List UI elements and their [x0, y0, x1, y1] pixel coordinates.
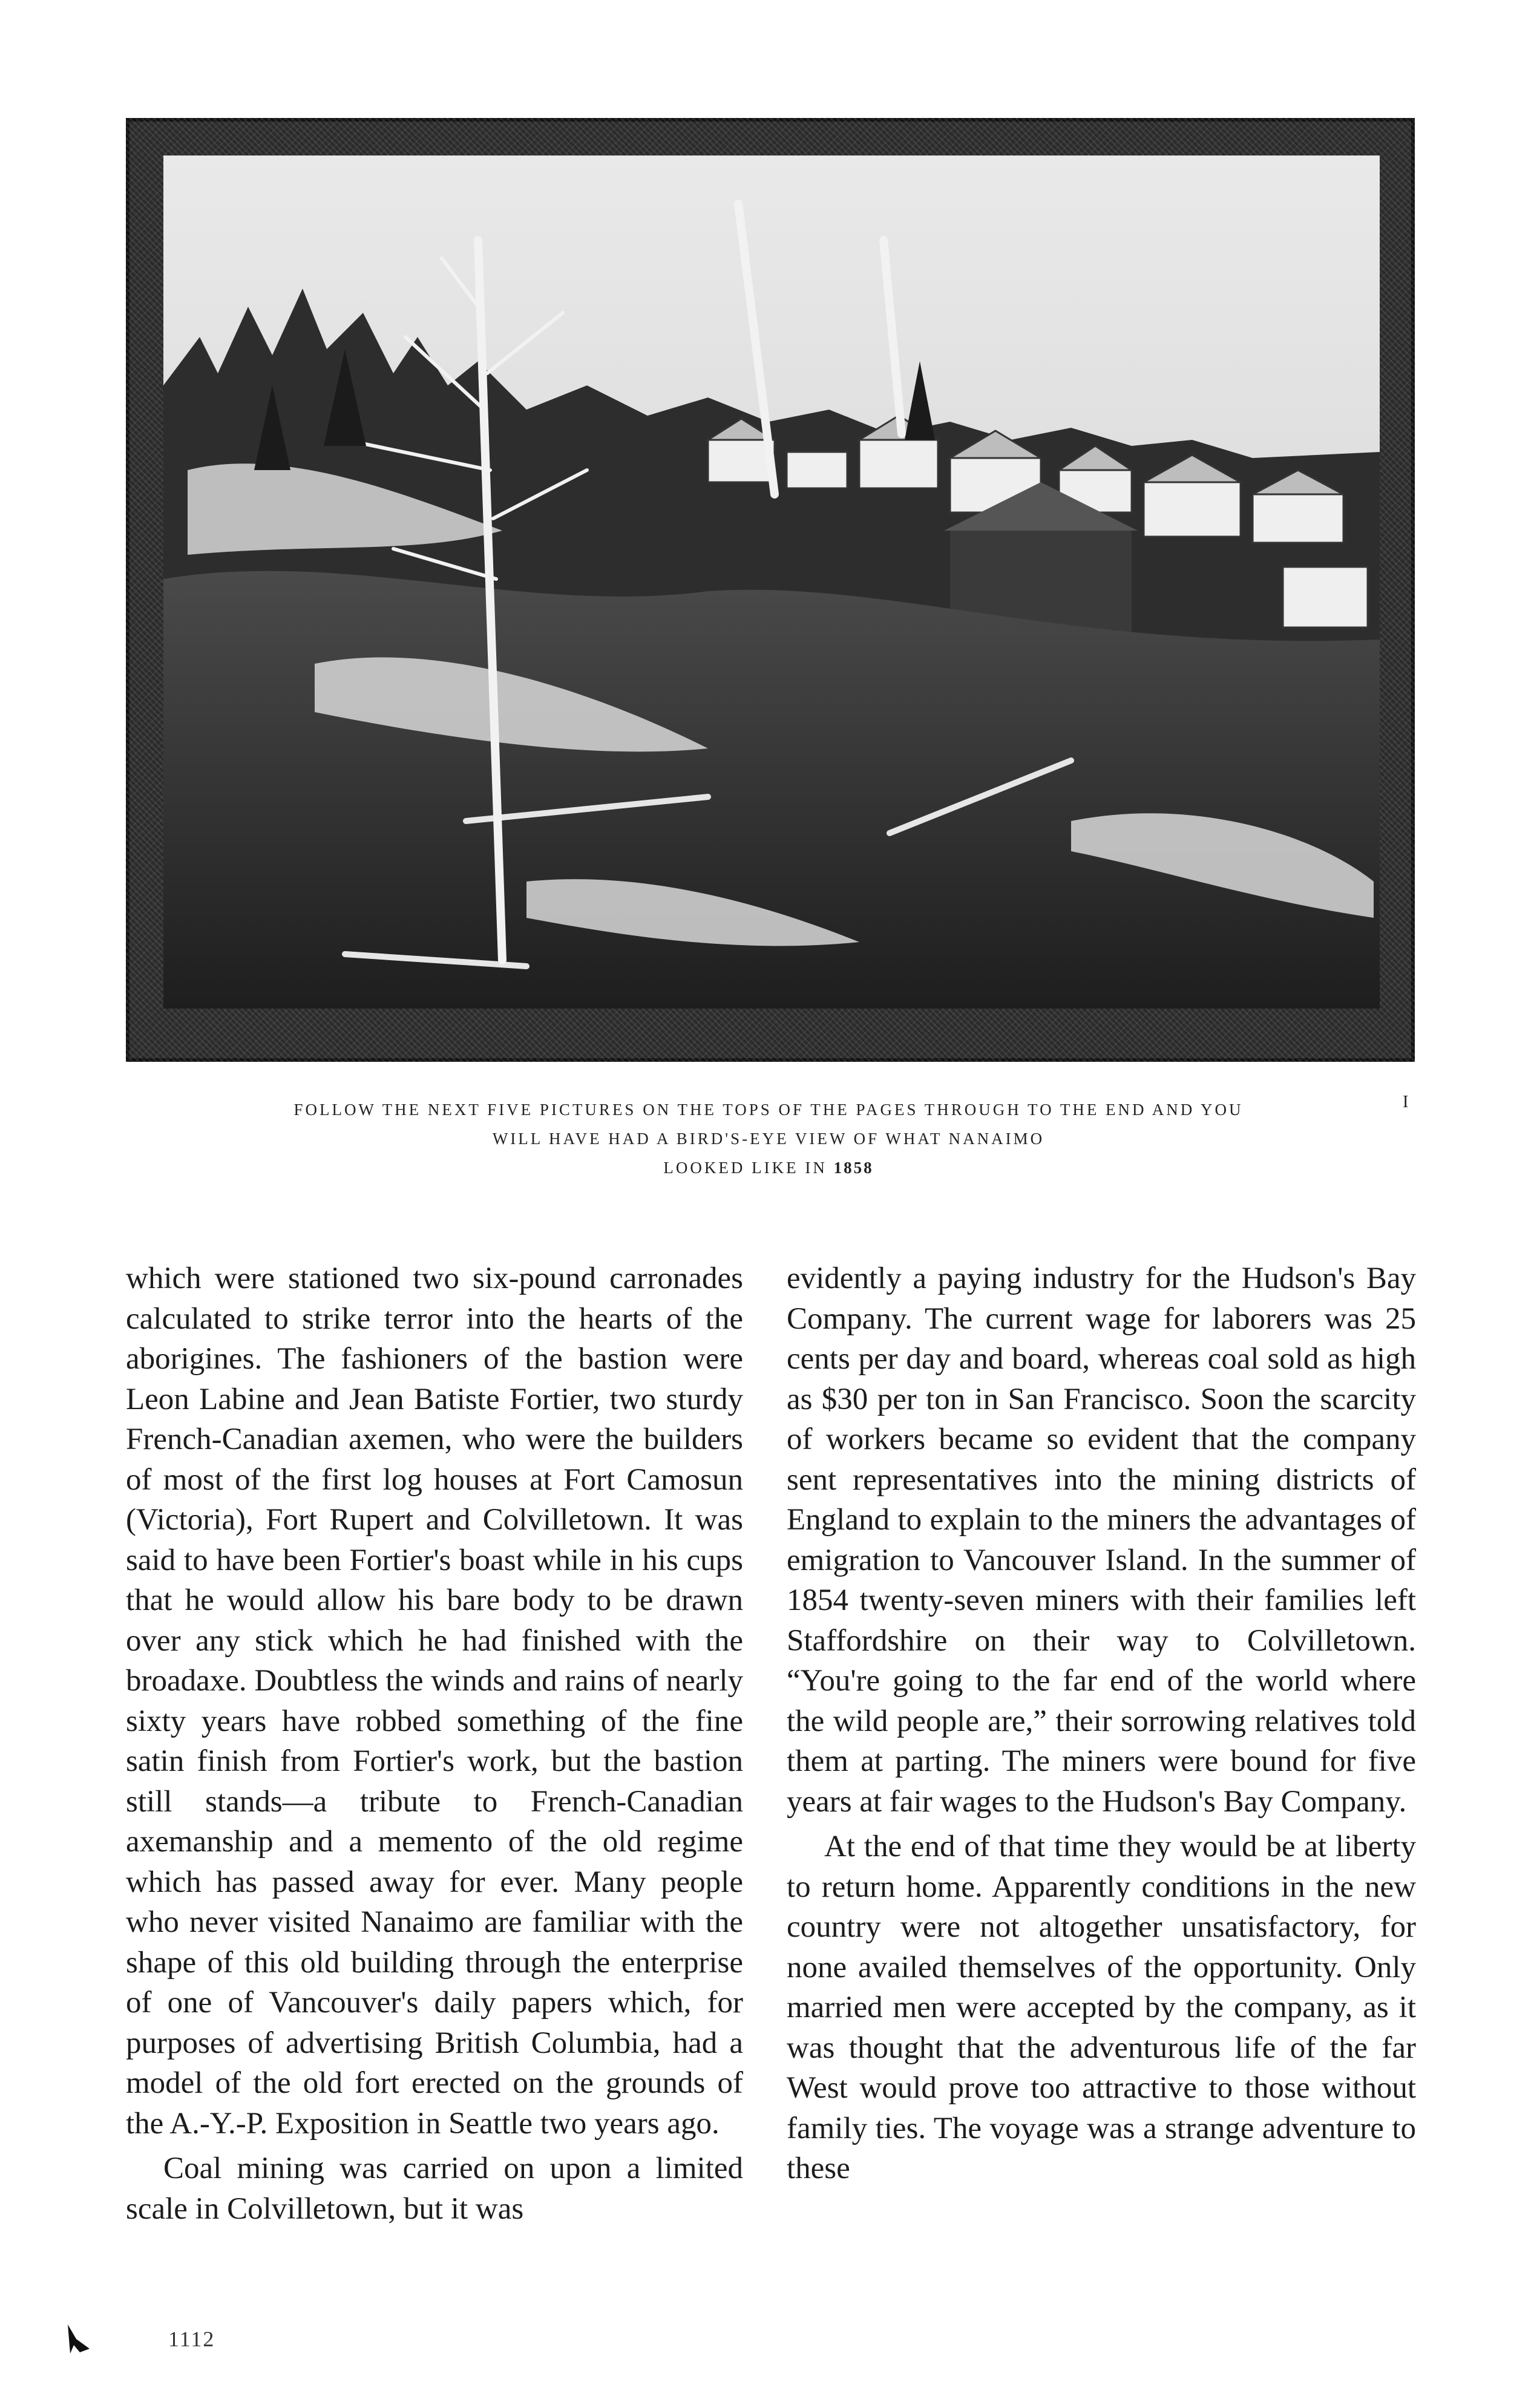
right-paragraph-1: evidently a paying industry for the Hudson's Bay Company. The current wage for laborers was 25 cents per day and board, whereas coal sold as high as $30 per ton in San Francisco. Soon the scarcity of workers became so evident that the company sent representatives into the mining districts of England to explain to the miners the advantages of emigration to Vancouver Island. In the summer of 1854 twenty-seven miners with their families left Staffordshire on their way to Colvilletown. “You're going to the far end of the world where the wild people are,” their sorrowing relatives told them at parting. The miners were bound for five years at fair wages to the Hudson's Bay Company.: [787, 1261, 1416, 1819]
left-paragraph-1: which were stationed two six-pound carronades calculated to strike terror into the hearts of the aborigines. The fashioners of the bastion were Leon Labine and Jean Batiste Fortier, two sturdy French-Canadian axemen, who were the builders of most of the first log houses at Fort Camosun (Victoria), Fort Rupert and Colvilletown. It was said to have been Fortier's boast while in his cups that he would allow his bare body to be drawn over any stick which he had finished with the broadaxe. Doubtless the winds and rains of nearly sixty years have robbed something of the fine satin finish from Fortier's work, but the bastion still stands—a tribute to French-Canadian axemanship and a memento of the old regime which has passed away for ever. Many people who never visited Nanaimo are familiar with the shape of this old building through the enterprise of one of Vancouver's daily papers which, for purposes of advertising British Columbia, had a model of the old fort erected on the grounds of the A.-Y.-P. Exposition in Seattle two years ago.: [126, 1261, 743, 2141]
left-paragraph-2: Coal mining was carried on upon a limited scale in Colvilletown, but it was: [126, 2151, 743, 2226]
page-number: 1112: [168, 2327, 215, 2351]
left-text-column: [126, 1258, 743, 2229]
caption-line-2: WILL HAVE HAD A BIRD'S-EYE VIEW OF WHAT NANAIMO: [492, 1130, 1045, 1148]
right-text-column: [787, 1258, 1416, 2189]
caption-line-1: FOLLOW THE NEXT FIVE PICTURES ON THE TOPS OF THE PAGES THROUGH TO THE END AND YOU: [293, 1101, 1244, 1119]
caption-line-3: [169, 1153, 1368, 1182]
photo-illustration: [163, 155, 1380, 1009]
caption-year: 1858: [833, 1159, 874, 1177]
photo-caption: [169, 1095, 1368, 1182]
caption-line-3-prefix: LOOKED LIKE IN: [663, 1159, 827, 1177]
right-paragraph-2: At the end of that time they would be at liberty to return home. Apparently conditions in the new country were not altogether unsatisfactory, for none availed themselves of the opportunity. Only married men were accepted by the company, as it was thought that the adventurous life of the far West would prove too attractive to those without family ties. The voyage was a strange adventure to these: [787, 1830, 1416, 2185]
bookmark-glyph-icon: [65, 2322, 92, 2356]
photo-frame: [126, 118, 1415, 1062]
historic-photo: [163, 155, 1380, 1009]
caption-margin-mark: I: [1403, 1093, 1409, 1111]
